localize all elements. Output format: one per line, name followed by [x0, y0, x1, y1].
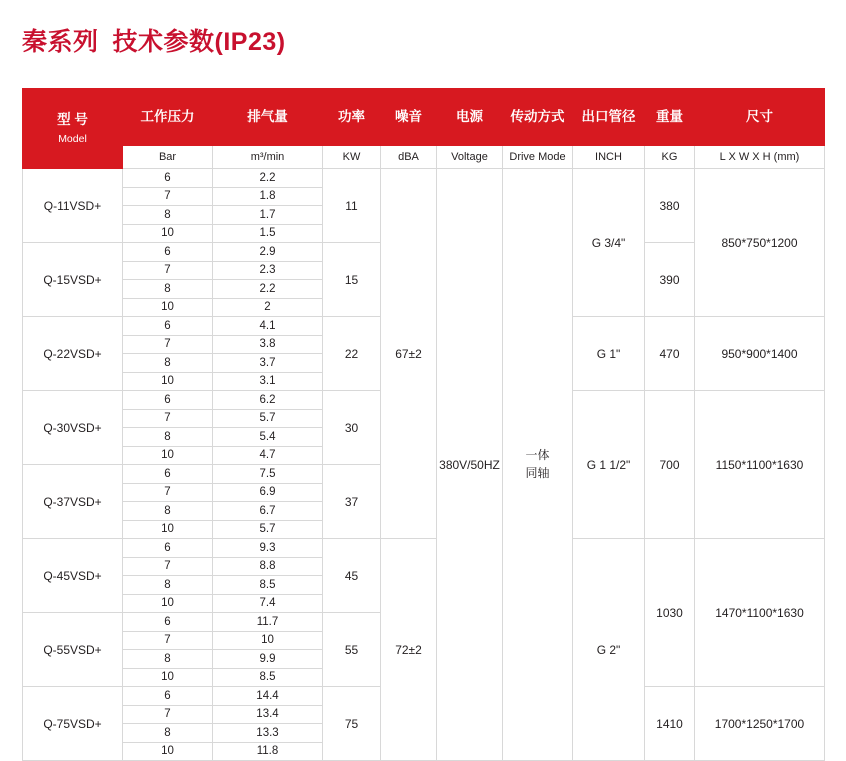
cell-bar: 6: [123, 169, 213, 188]
cell-weight: 380: [645, 169, 695, 243]
cell-bar: 10: [123, 372, 213, 391]
unit-power: KW: [323, 146, 381, 169]
cell-bar: 8: [123, 724, 213, 743]
cell-power: 45: [323, 539, 381, 613]
header-model: [23, 89, 123, 169]
cell-bar: 10: [123, 594, 213, 613]
cell-bar: 7: [123, 631, 213, 650]
cell-bar: 8: [123, 576, 213, 595]
cell-drive-mode: [503, 169, 573, 761]
cell-bar: 8: [123, 502, 213, 521]
unit-weight: KG: [645, 146, 695, 169]
header-row-units: [23, 146, 825, 169]
header-row-main: [23, 89, 825, 146]
unit-flow: m³/min: [213, 146, 323, 169]
cell-bar: 8: [123, 354, 213, 373]
cell-dimension: 1700*1250*1700: [695, 687, 825, 761]
title-main: 技术参数(IP23): [112, 28, 286, 56]
cell-power: 15: [323, 243, 381, 317]
drive-line-1: 一体: [525, 448, 550, 463]
drive-line-2: 同轴: [525, 465, 550, 480]
header-drive-mode: 传动方式: [503, 89, 573, 146]
cell-bar: 10: [123, 668, 213, 687]
cell-flow: 7.5: [213, 465, 323, 484]
cell-dimension: 850*750*1200: [695, 169, 825, 317]
cell-bar: 8: [123, 428, 213, 447]
cell-voltage: 380V/50HZ: [437, 169, 503, 761]
cell-bar: 7: [123, 409, 213, 428]
cell-flow: 11.8: [213, 742, 323, 761]
unit-pressure: Bar: [123, 146, 213, 169]
unit-voltage: Voltage: [437, 146, 503, 169]
cell-bar: 6: [123, 317, 213, 336]
cell-bar: 6: [123, 539, 213, 558]
cell-bar: 8: [123, 206, 213, 225]
cell-flow: 14.4: [213, 687, 323, 706]
cell-weight: 1410: [645, 687, 695, 761]
cell-flow: 8.5: [213, 576, 323, 595]
header-weight: 重量: [645, 89, 695, 146]
cell-flow: 2: [213, 298, 323, 317]
cell-flow: 5.7: [213, 520, 323, 539]
cell-bar: 10: [123, 298, 213, 317]
cell-flow: 9.9: [213, 650, 323, 669]
cell-outlet-pipe: G 2": [573, 539, 645, 761]
cell-flow: 6.2: [213, 391, 323, 410]
title-series: 秦系列: [22, 28, 99, 56]
header-pressure: 工作压力: [123, 89, 213, 146]
cell-flow: 8.5: [213, 668, 323, 687]
header-model-zh: 型 号: [57, 112, 88, 128]
cell-flow: 6.7: [213, 502, 323, 521]
cell-power: 75: [323, 687, 381, 761]
cell-bar: 10: [123, 742, 213, 761]
cell-flow: 5.4: [213, 428, 323, 447]
cell-bar: 6: [123, 687, 213, 706]
page-title: [22, 22, 286, 58]
cell-flow: 1.8: [213, 187, 323, 206]
cell-noise: 67±2: [381, 169, 437, 539]
cell-power: 55: [323, 613, 381, 687]
cell-outlet-pipe: G 1 1/2": [573, 391, 645, 539]
cell-bar: 10: [123, 446, 213, 465]
cell-flow: 8.8: [213, 557, 323, 576]
cell-flow: 13.4: [213, 705, 323, 724]
cell-bar: 6: [123, 243, 213, 262]
header-power: 功率: [323, 89, 381, 146]
cell-power: 22: [323, 317, 381, 391]
cell-flow: 3.8: [213, 335, 323, 354]
cell-flow: 7.4: [213, 594, 323, 613]
cell-outlet-pipe: G 1": [573, 317, 645, 391]
cell-bar: 7: [123, 557, 213, 576]
cell-weight: 1030: [645, 539, 695, 687]
header-dimension: 尺寸: [695, 89, 825, 146]
cell-power: 30: [323, 391, 381, 465]
cell-bar: 7: [123, 335, 213, 354]
cell-weight: 700: [645, 391, 695, 539]
cell-bar: 6: [123, 391, 213, 410]
table-row: [23, 169, 825, 188]
cell-bar: 7: [123, 705, 213, 724]
cell-model: Q-55VSD+: [23, 613, 123, 687]
cell-flow: 4.7: [213, 446, 323, 465]
cell-bar: 10: [123, 224, 213, 243]
header-voltage: 电源: [437, 89, 503, 146]
specifications-table: [22, 88, 825, 761]
cell-dimension: 1150*1100*1630: [695, 391, 825, 539]
cell-bar: 8: [123, 280, 213, 299]
table-header: [23, 89, 825, 169]
cell-flow: 2.9: [213, 243, 323, 262]
cell-flow: 3.7: [213, 354, 323, 373]
cell-model: Q-75VSD+: [23, 687, 123, 761]
header-noise: 噪音: [381, 89, 437, 146]
cell-flow: 9.3: [213, 539, 323, 558]
cell-bar: 10: [123, 520, 213, 539]
cell-model: Q-22VSD+: [23, 317, 123, 391]
cell-model: Q-11VSD+: [23, 169, 123, 243]
header-flow: 排气量: [213, 89, 323, 146]
unit-outlet-pipe: INCH: [573, 146, 645, 169]
cell-flow: 2.2: [213, 169, 323, 188]
cell-dimension: 950*900*1400: [695, 317, 825, 391]
cell-flow: 2.2: [213, 280, 323, 299]
cell-bar: 6: [123, 465, 213, 484]
cell-flow: 3.1: [213, 372, 323, 391]
cell-bar: 7: [123, 483, 213, 502]
header-outlet-pipe: 出口管径: [573, 89, 645, 146]
cell-flow: 6.9: [213, 483, 323, 502]
cell-weight: 470: [645, 317, 695, 391]
unit-dimension: L X W X H (mm): [695, 146, 825, 169]
cell-flow: 5.7: [213, 409, 323, 428]
cell-flow: 1.7: [213, 206, 323, 225]
cell-noise: 72±2: [381, 539, 437, 761]
cell-power: 37: [323, 465, 381, 539]
cell-power: 11: [323, 169, 381, 243]
cell-flow: 1.5: [213, 224, 323, 243]
cell-flow: 10: [213, 631, 323, 650]
cell-dimension: 1470*1100*1630: [695, 539, 825, 687]
cell-model: Q-15VSD+: [23, 243, 123, 317]
cell-outlet-pipe: G 3/4": [573, 169, 645, 317]
cell-flow: 4.1: [213, 317, 323, 336]
table-body: [23, 169, 825, 761]
cell-model: Q-37VSD+: [23, 465, 123, 539]
unit-drive-mode: Drive Mode: [503, 146, 573, 169]
cell-model: Q-45VSD+: [23, 539, 123, 613]
cell-bar: 7: [123, 187, 213, 206]
unit-noise: dBA: [381, 146, 437, 169]
cell-bar: 7: [123, 261, 213, 280]
cell-bar: 6: [123, 613, 213, 632]
table-row: [23, 539, 825, 558]
cell-model: Q-30VSD+: [23, 391, 123, 465]
cell-weight: 390: [645, 243, 695, 317]
cell-flow: 11.7: [213, 613, 323, 632]
cell-flow: 2.3: [213, 261, 323, 280]
cell-flow: 13.3: [213, 724, 323, 743]
cell-bar: 8: [123, 650, 213, 669]
header-model-en: Model: [58, 132, 87, 145]
